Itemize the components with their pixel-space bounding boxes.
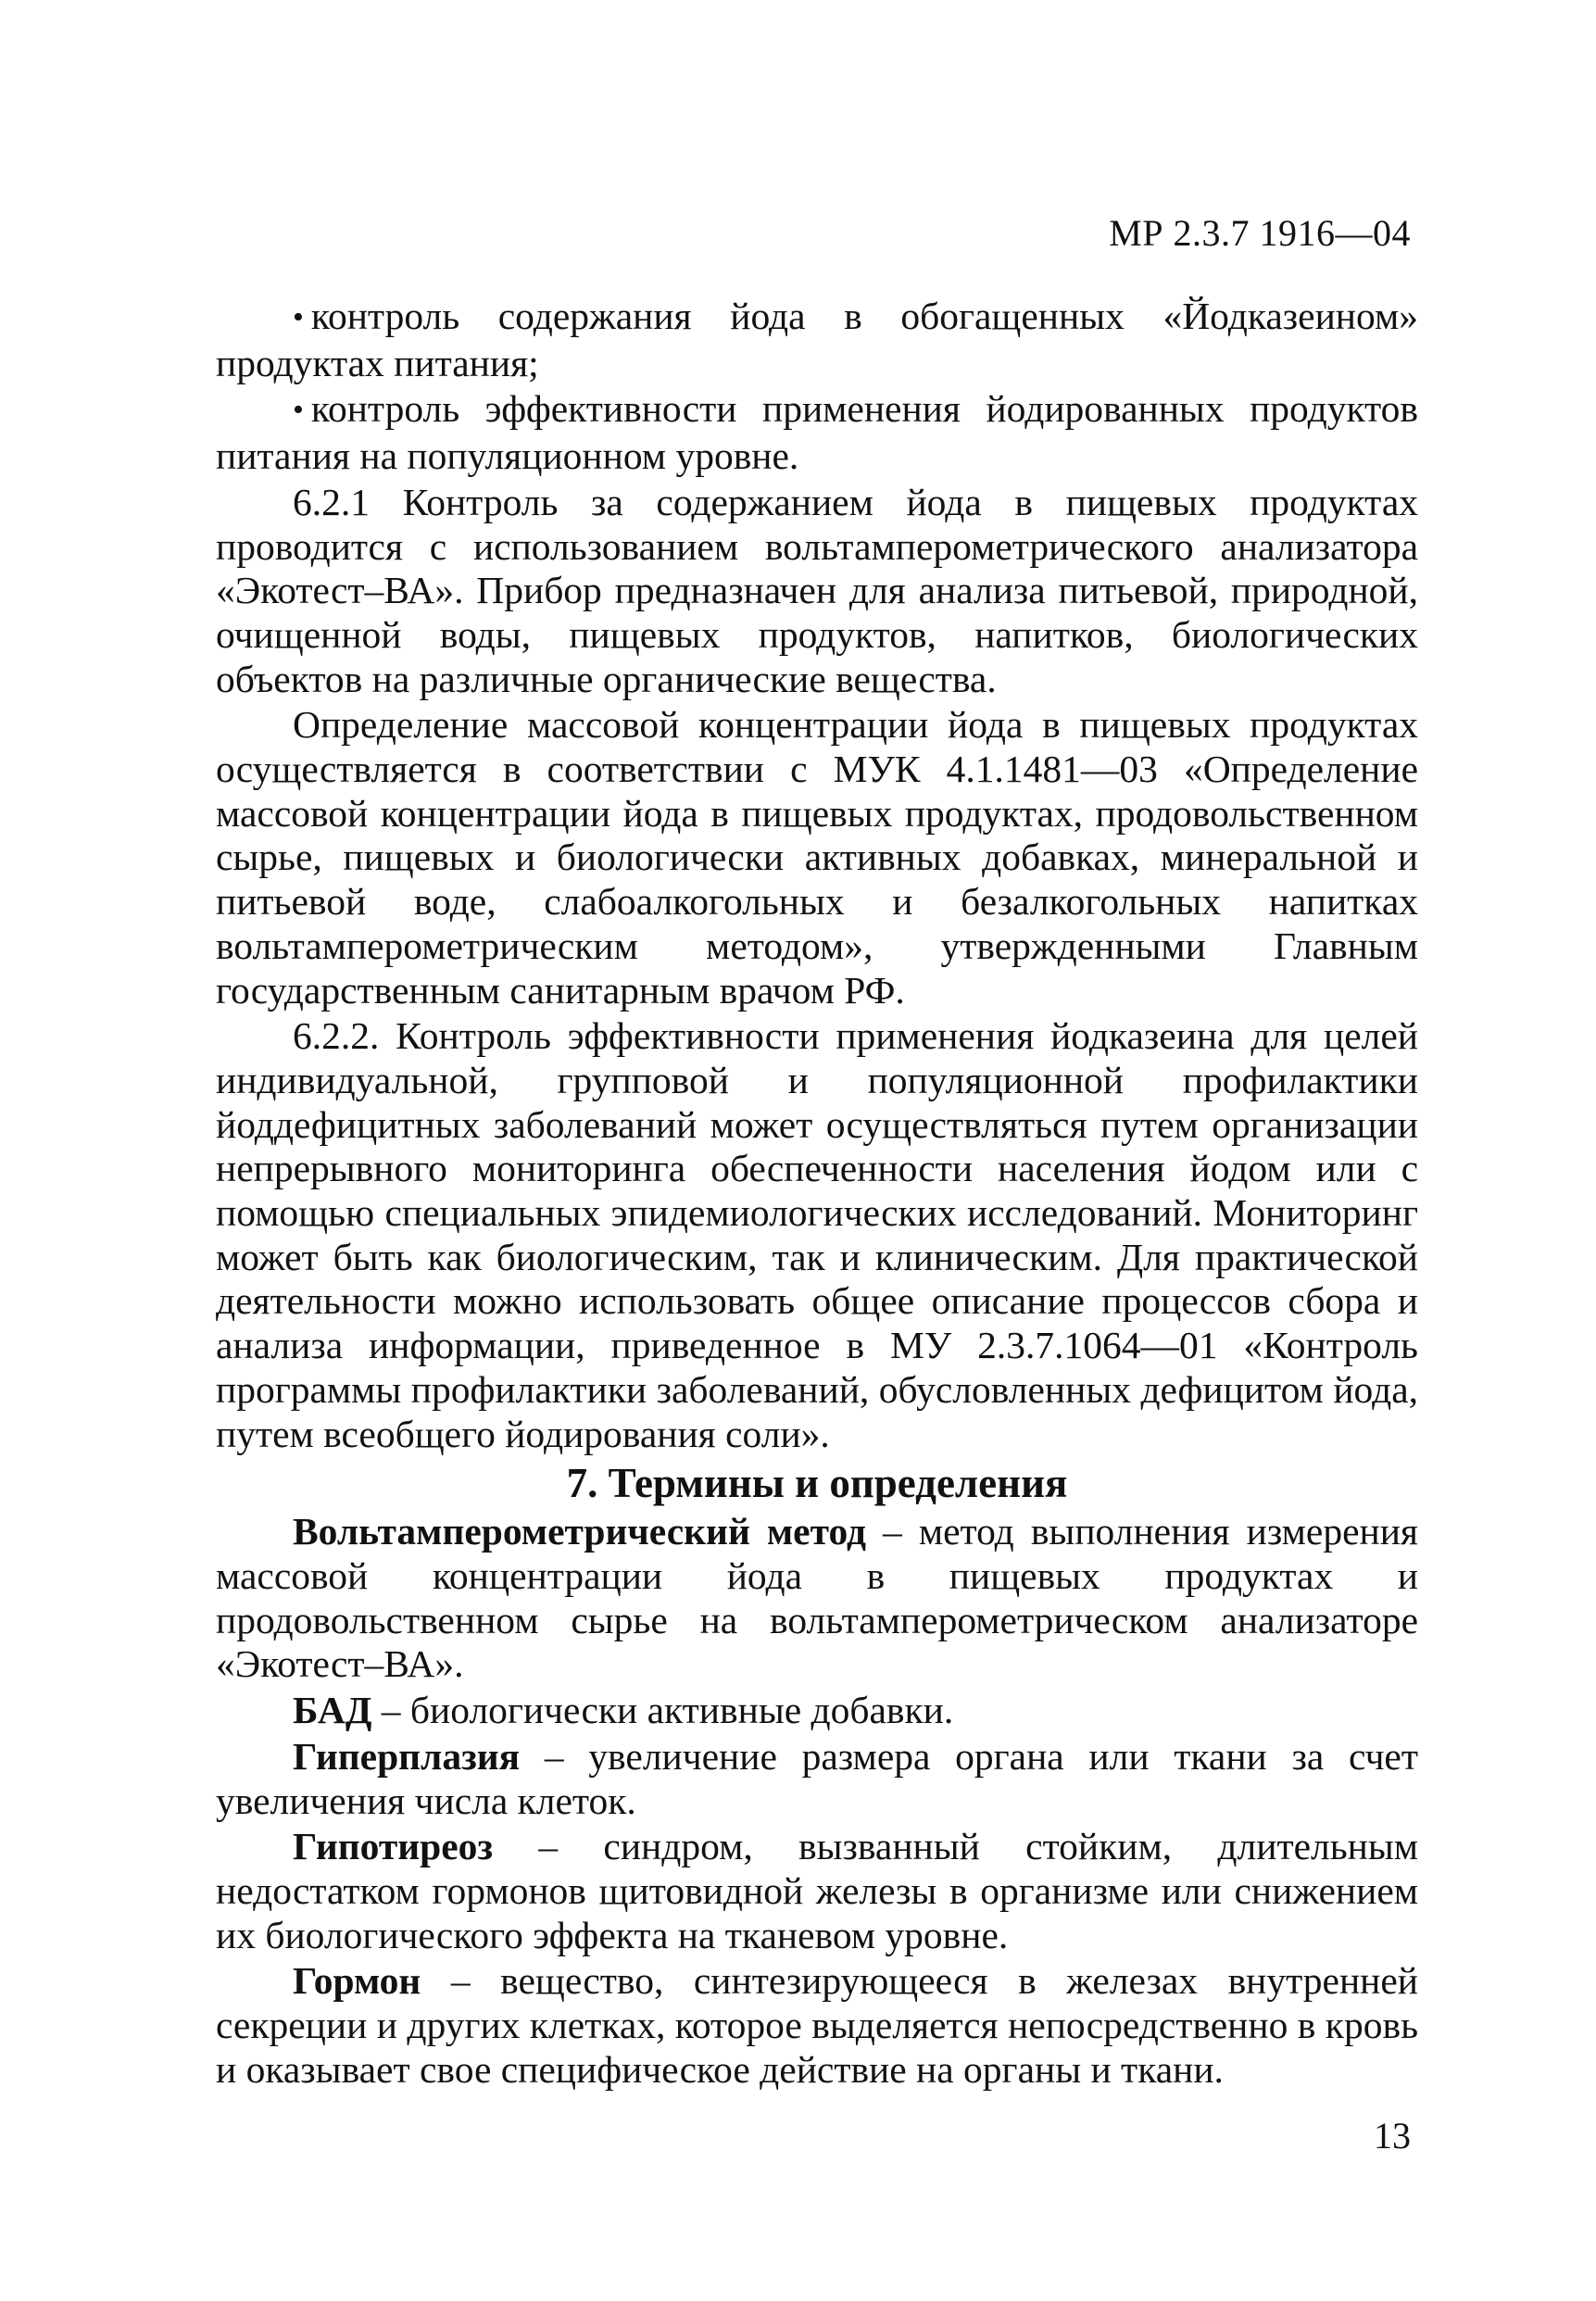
section-7-title: 7. Термины и определения xyxy=(566,1460,1068,1507)
term-definition xyxy=(216,1735,1418,1823)
term-text: – биологически активные добавки. xyxy=(371,1689,954,1732)
term-definition xyxy=(216,1959,1418,2092)
bullet-item: • контроль эффективности применения йодированных продуктов питания на популяционном уровне. xyxy=(216,387,1418,478)
term-definition xyxy=(216,1825,1418,1957)
document-code-header: МР 2.3.7 1916—04 xyxy=(1109,212,1411,254)
term-name: БАД xyxy=(293,1689,372,1732)
term-name: Вольтамперометрический метод xyxy=(293,1510,866,1553)
term-text: – вещество, синтезирующееся в железах внутренней секреции и других клетках, которое выделяется непосредственно в кровь и оказывает свое специфическое действие на органы и ткани. xyxy=(216,1959,1418,2091)
term-definition xyxy=(216,1689,1418,1733)
paragraph-6-2-2: 6.2.2. Контроль эффективности применения йодказеина для целей индивидуальной, групповой и популяционной профилактики йоддефицитных заболеваний может осуществляться путем организации непрерывного мониторинга обеспеченности населения йодом или с помощью специальных эпидемиологических исследований. Мониторинг может быть как биологическим, так и клиническим. Для практической деятельности можно использовать общее описание процессов сбора и анализа информации, приведенное в МУ 2.3.7.1064—01 «Контроль программы профилактики заболеваний, обусловленных дефицитом йода, путем всеобщего йодирования соли». xyxy=(216,1014,1418,1455)
page-body xyxy=(216,295,1418,2094)
term-definition xyxy=(216,1510,1418,1687)
paragraph-determination: Определение массовой концентрации йода в пищевых продуктах осуществляется в соответствии с МУК 4.1.1481—03 «Определение массовой концентрации йода в пищевых продуктах, продовольственном сырье, пищевых и биологически активных добавках, минеральной и питьевой воде, слабоалкогольных и безалкогольных напитках вольтамперометрическим методом», утвержденными Главным государственным санитарным врачом РФ. xyxy=(216,703,1418,1012)
term-text: – метод выполнения измерения массовой концентрации йода в пищевых продуктах и продовольственном сырье на вольтамперометрическом анализаторе «Экотест–ВА». xyxy=(216,1510,1418,1686)
term-name: Гиперплазия xyxy=(293,1734,521,1778)
bullet-item: • контроль содержания йода в обогащенных «Йодказеином» продуктах питания; xyxy=(216,295,1418,385)
term-name: Гипотиреоз xyxy=(293,1825,494,1868)
paragraph-6-2-1: 6.2.1 Контроль за содержанием йода в пищевых продуктах проводится с использованием вольтамперометрического анализатора «Экотест–ВА». Прибор предназначен для анализа питьевой, природной, очищенной воды, пищевых продуктов, напитков, биологических объектов на различные органические вещества. xyxy=(216,480,1418,700)
term-text: – синдром, вызванный стойким, длительным недостатком гормонов щитовидной железы в организме или снижением их биологического эффекта на тканевом уровне. xyxy=(216,1825,1418,1956)
term-text: – увеличение размера органа или ткани за счет увеличения числа клеток. xyxy=(216,1734,1418,1822)
term-name: Гормон xyxy=(293,1959,421,2003)
page-number: 13 xyxy=(1374,2115,1411,2156)
